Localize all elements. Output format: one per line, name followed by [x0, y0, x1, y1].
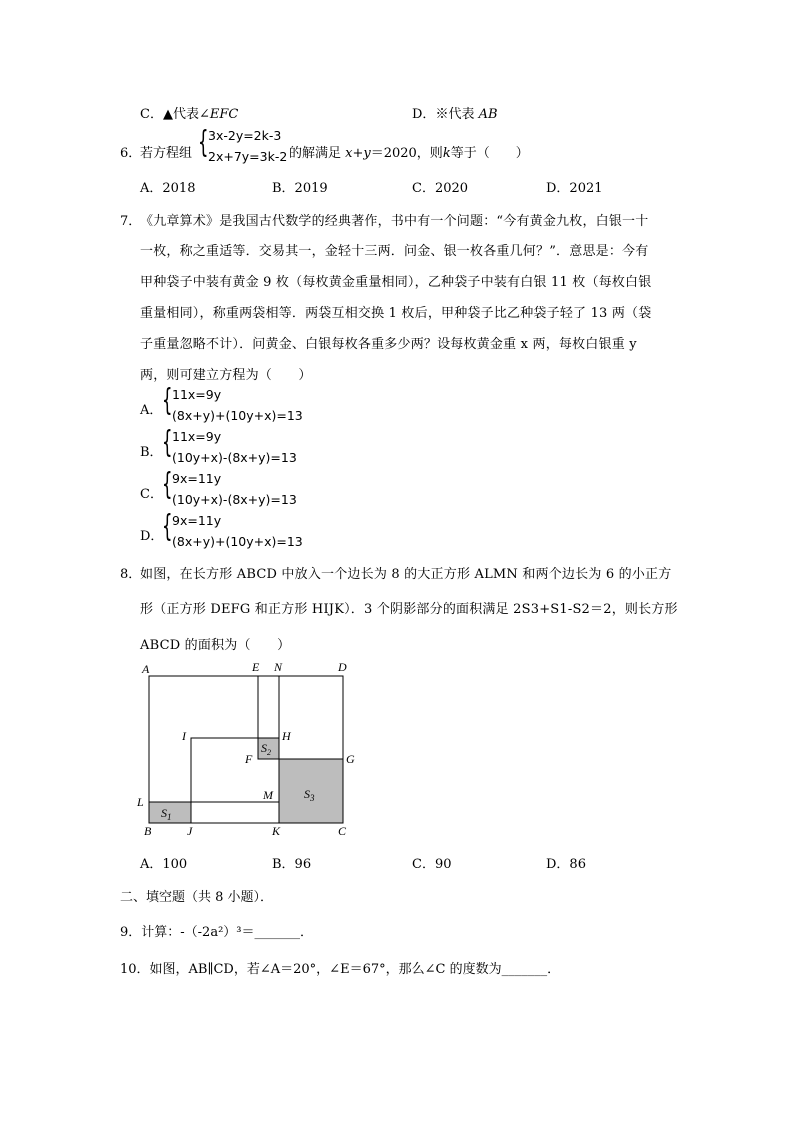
label-l: L — [137, 795, 144, 809]
q6-option-b: B．2019 — [272, 181, 328, 196]
q8-number: 8． — [120, 567, 142, 582]
triangle-symbol: ▲ — [162, 107, 173, 122]
q6-intro: 若方程组 — [140, 146, 193, 161]
label-k: K — [272, 824, 281, 838]
q6-condition: 的解满足 x+y＝2020，则k等于（ ） — [289, 146, 529, 161]
label-j: J — [187, 824, 193, 838]
left-brace: { — [162, 509, 173, 544]
question-9: 9．计算：-（-2a²）³＝_______． — [120, 925, 314, 940]
q7-line-2: 一枚，称之重适等．交易其一，金轻十三两．问金、银一枚各重几何？”．意思是：今有 — [140, 244, 649, 259]
q8-option-c: C．90 — [412, 857, 452, 872]
left-brace: { — [162, 467, 173, 502]
q7-line-1: 《九章算术》是我国古代数学的经典著作，书中有一个问题：“今有黄金九枚，白银一十 — [140, 214, 649, 229]
q8-option-b: B．96 — [272, 857, 312, 872]
left-brace: { — [162, 425, 173, 460]
q7-option-b: B． { 11x=9y (10y+x)-(8x+y)=13 — [140, 425, 297, 465]
q7-line-3: 甲种袋子中装有黄金 9 枚（每枚黄金重量相同），乙种袋子中装有白银 11 枚（每枚白银 — [140, 275, 652, 290]
label-b: B — [144, 824, 152, 838]
q7-line-5: 子重量忽略不计）．问黄金、白银每枚各重多少两？设每枚黄金重 x 两，每枚白银重 y — [140, 337, 637, 352]
label-s2: $S_2$ — [261, 741, 271, 757]
q6-equation-system — [198, 125, 290, 168]
label-f: F — [245, 752, 253, 766]
q8-option-d: D．86 — [546, 857, 586, 872]
label-i: I — [182, 729, 186, 743]
label-m: M — [263, 788, 273, 802]
q5-option-d: D．※代表 AB — [412, 107, 498, 122]
q7-option-d: D． { 9x=11y (8x+y)+(10y+x)=13 — [140, 509, 303, 549]
q6-number: 6． — [120, 146, 142, 161]
label-n: N — [274, 660, 283, 674]
q8-option-a: A．100 — [140, 857, 188, 872]
label-s3: $S_3$ — [304, 787, 315, 803]
q6-eq1: 3x-2y=2k-3 — [208, 128, 282, 143]
q5-option-c: C．▲代表∠EFC — [140, 107, 239, 122]
shaded-region-s3 — [279, 759, 343, 823]
q8-line-1: 如图，在长方形 ABCD 中放入一个边长为 8 的大正方形 ALMN 和两个边长为 6 的小正方 — [140, 567, 672, 582]
q8-figure — [132, 660, 372, 840]
q7-option-a: A． { 11x=9y (8x+y)+(10y+x)=13 — [140, 383, 303, 423]
label-e: E — [252, 660, 260, 674]
label-s1: $S_1$ — [161, 806, 172, 822]
label-d: D — [338, 660, 347, 674]
q7-line-6: 两，则可建立方程为（ ） — [140, 368, 312, 383]
q7-line-4: 重量相同），称重两袋相等．两袋互相交换 1 枚后，甲种袋子比乙种袋子轻了 13 两（袋 — [140, 306, 652, 321]
q7-number: 7． — [120, 214, 142, 229]
left-brace: { — [198, 125, 209, 160]
q6-option-a: A．2018 — [140, 181, 196, 196]
q6-option-d: D．2021 — [546, 181, 603, 196]
label-a: A — [142, 662, 150, 676]
left-brace: { — [162, 383, 173, 418]
q8-line-2: 形（正方形 DEFG 和正方形 HIJK）．3 个阴影部分的面积满足 2S3+S1-S2＝2，则长方形 — [140, 602, 678, 617]
label-h: H — [282, 729, 291, 743]
label-c: C — [338, 824, 347, 838]
reference-symbol: ※ — [435, 107, 449, 122]
question-10: 10．如图，AB∥CD，若∠A＝20°，∠E＝67°，那么∠C 的度数为_______． — [120, 962, 561, 977]
section-2-title: 二、填空题（共 8 小题）． — [120, 890, 274, 905]
q6-eq2: 2x+7y=3k-2 — [208, 149, 288, 164]
q6-option-c: C．2020 — [412, 181, 469, 196]
q8-line-3: ABCD 的面积为（ ） — [140, 638, 291, 653]
label-g: G — [346, 752, 355, 766]
q7-option-c: C． { 9x=11y (10y+x)-(8x+y)=13 — [140, 467, 297, 507]
